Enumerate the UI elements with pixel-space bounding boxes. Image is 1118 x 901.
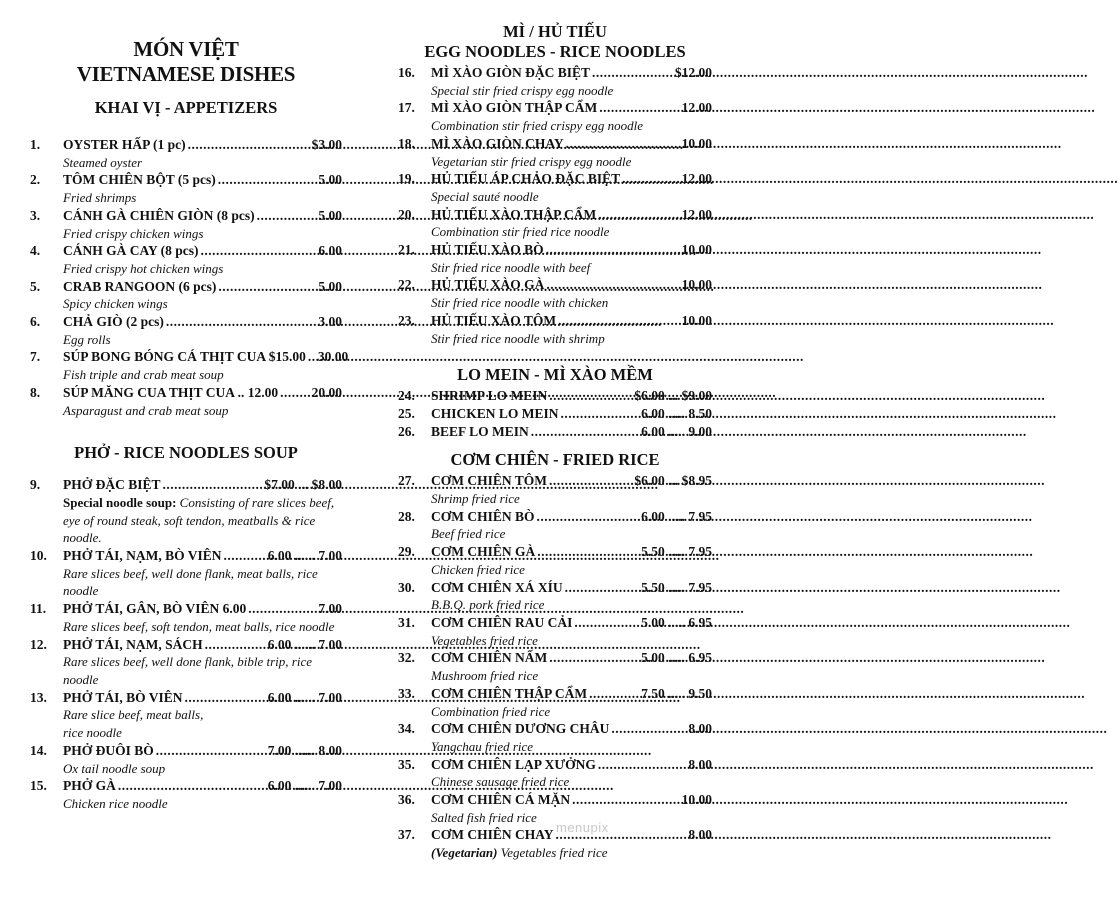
item-number: 17. xyxy=(398,100,415,116)
noodles-heading-vn: MÌ / HỦ TIẾU xyxy=(503,22,607,41)
appetizers-list xyxy=(30,136,349,419)
item-number: 25. xyxy=(398,405,415,421)
menu-item xyxy=(30,777,342,812)
item-price: 5.50 ..... 7.95 xyxy=(641,579,712,595)
item-number: 26. xyxy=(398,423,415,439)
leader-dots xyxy=(218,278,316,296)
leader-dots xyxy=(188,136,310,154)
leader-dots xyxy=(598,206,679,224)
leader-dots xyxy=(592,64,673,82)
leader-dots xyxy=(156,742,266,760)
item-name: HỦ TIẾU XÀO GÀ xyxy=(431,277,545,293)
leader-dots xyxy=(537,543,639,561)
item-description xyxy=(30,565,342,600)
item-number: 11. xyxy=(30,601,47,617)
item-description: Stir fried rice noodle with shrimp xyxy=(431,330,605,346)
item-description: Special sauté noodle xyxy=(431,188,539,204)
item-price: 5.00 ..... 6.95 xyxy=(641,650,712,666)
item-name: CƠM CHIÊN RAU CẢI xyxy=(431,614,573,630)
menu-item xyxy=(398,99,712,134)
item-name: BEEF LO MEIN xyxy=(431,423,529,439)
menu-item xyxy=(398,170,712,205)
item-name: OYSTER HẤP (1 pc) xyxy=(63,137,186,152)
item-description: Chicken rice noodle xyxy=(63,795,168,811)
item-number: 35. xyxy=(398,756,415,772)
leader-dots xyxy=(280,384,309,402)
item-price: 5.00 xyxy=(318,172,342,188)
item-description: Combination stir fried rice noodle xyxy=(431,224,610,240)
item-name: TÔM CHIÊN BỘT (5 pcs) xyxy=(63,172,216,188)
item-description: Chinese sausage fried rice xyxy=(431,774,570,790)
fried-rice-heading: CƠM CHIÊN - FRIED RICE xyxy=(450,450,660,470)
item-description: Salted fish fried rice xyxy=(431,809,537,825)
leader-dots xyxy=(574,614,639,632)
menu-item xyxy=(30,689,342,742)
lomein-heading: LO MEIN - MÌ XÀO MỀM xyxy=(457,365,653,385)
item-number: 16. xyxy=(398,65,415,80)
item-price: 7.50 ..... 9.50 xyxy=(641,685,712,701)
item-price: 6.00 xyxy=(318,243,342,259)
leader-dots xyxy=(572,791,680,809)
menu-item xyxy=(398,791,712,826)
item-name: CRAB RANGOON (6 pcs) xyxy=(63,278,217,294)
item-price: 30.00 xyxy=(317,349,349,365)
description-text: Consisting of rare slices beef, eye of round steak, soft tendon, meatballs & rice noodle. xyxy=(63,494,335,546)
leader-dots xyxy=(163,476,263,494)
item-description: Asparagust and crab meat soup xyxy=(63,402,229,418)
item-price: $12.00 xyxy=(674,65,712,80)
item-description: Stir fried rice noodle with chicken xyxy=(431,295,609,311)
menu-item xyxy=(30,242,342,277)
item-number: 34. xyxy=(398,721,415,737)
item-price: 6.00 ..... 8.50 xyxy=(641,405,712,421)
leader-dots xyxy=(589,685,639,703)
menu-title-en: VIETNAMESE DISHES xyxy=(76,62,296,86)
leader-dots xyxy=(622,170,679,188)
description-text: Vegetables fried rice xyxy=(500,845,608,861)
item-description: Combination stir fried crispy egg noodle xyxy=(431,118,643,134)
noodles-list xyxy=(398,64,712,347)
fried-rice-list xyxy=(398,472,712,861)
item-number: 31. xyxy=(398,614,415,630)
item-name: CƠM CHIÊN BÒ xyxy=(431,508,535,524)
left-column xyxy=(30,0,349,813)
item-price: $6.00 ... $8.95 xyxy=(634,473,712,489)
pho-list xyxy=(30,476,342,812)
item-description: Steamed oyster xyxy=(63,154,143,170)
leader-dots xyxy=(546,276,679,294)
leader-dots xyxy=(205,636,266,654)
item-description: Egg rolls xyxy=(63,331,111,347)
item-number: 15. xyxy=(30,778,47,794)
item-price: $7.00 ... $8.00 xyxy=(264,477,342,493)
leader-dots xyxy=(218,171,317,189)
description-lead: Special noodle soup: xyxy=(63,494,177,510)
item-description: Vegetables fried rice xyxy=(431,632,538,648)
item-name: HỦ TIẾU ÁP CHẢO ĐẶC BIỆT xyxy=(431,171,621,187)
menu-item xyxy=(30,600,342,635)
item-number: 13. xyxy=(30,689,47,705)
item-price: 5.50 ..... 7.95 xyxy=(641,544,712,560)
menu-item xyxy=(30,278,342,313)
item-number: 14. xyxy=(30,742,47,758)
appetizers-heading: KHAI VỊ - APPETIZERS xyxy=(94,98,278,117)
item-name: HỦ TIẾU XÀO THẬP CẨM xyxy=(431,206,597,222)
menu-item xyxy=(398,720,712,755)
item-price: 5.00 xyxy=(318,207,342,223)
item-description: Special stir fried crispy egg noodle xyxy=(431,82,614,98)
lomein-list xyxy=(398,387,712,440)
menu-item xyxy=(398,756,712,791)
leader-dots xyxy=(166,313,317,331)
right-column xyxy=(398,0,712,862)
item-price: 10.00 xyxy=(681,792,712,808)
item-name: PHỞ TÁI, NẠM, BÒ VIÊN xyxy=(63,548,222,564)
leader-dots xyxy=(611,720,686,738)
item-description: Fried shrimps xyxy=(63,190,137,206)
item-price: 8.00 xyxy=(688,827,712,843)
item-price: 10.00 xyxy=(681,242,712,258)
item-name: CƠM CHIÊN CHAY xyxy=(431,827,554,843)
item-description: B.B.Q. pork fried rice xyxy=(431,597,545,613)
leader-dots xyxy=(537,508,640,526)
item-name: CHẢ GIÒ (2 pcs) xyxy=(63,314,164,330)
menu-item xyxy=(30,476,342,547)
item-number: 2. xyxy=(30,172,41,188)
item-name: PHỞ GÀ xyxy=(63,778,116,794)
item-price: 10.00 xyxy=(681,135,712,151)
item-price: $3.00 xyxy=(311,137,342,152)
menu-item xyxy=(30,742,342,777)
item-number: 32. xyxy=(398,650,415,666)
item-price: 6.00 ..... 9.00 xyxy=(641,423,712,439)
leader-dots xyxy=(549,387,632,405)
item-description: Fried crispy chicken wings xyxy=(63,225,204,241)
item-price: 7.00 ...... 8.00 xyxy=(267,742,342,758)
item-description: Fried crispy hot chicken wings xyxy=(63,260,224,276)
item-number: 3. xyxy=(30,207,41,223)
item-price: 6.00 ...... 7.00 xyxy=(267,778,342,794)
item-description xyxy=(30,494,342,547)
item-number: 5. xyxy=(30,278,41,294)
menu-item xyxy=(398,387,712,405)
item-number: 9. xyxy=(30,477,41,493)
description-text: Rare slice beef, meat balls, rice noodle xyxy=(63,707,204,741)
item-price: 10.00 xyxy=(681,312,712,328)
watermark: menupix xyxy=(556,820,609,835)
item-name: MÌ XÀO GIÒN ĐẶC BIỆT xyxy=(431,65,591,80)
item-name: CƠM CHIÊN LẠP XƯỞNG xyxy=(431,756,596,772)
item-description: Fish triple and crab meat soup xyxy=(63,367,224,383)
item-price: 7.00 xyxy=(318,601,342,617)
item-number: 21. xyxy=(398,242,415,258)
leader-dots xyxy=(599,99,679,117)
item-price: 12.00 xyxy=(681,100,712,116)
description-text: Rare slices beef, well done flank, meat balls, rice noodle xyxy=(63,565,318,599)
item-name: CƠM CHIÊN TÔM xyxy=(431,473,548,489)
item-price: 12.00 xyxy=(681,206,712,222)
item-name: CÁNH GÀ CAY (8 pcs) xyxy=(63,243,199,259)
item-price: 10.00 xyxy=(681,277,712,293)
leader-dots xyxy=(598,756,687,774)
item-name: CƠM CHIÊN THẬP CẨM xyxy=(431,685,588,701)
item-price: 6.00 ..... 7.95 xyxy=(641,508,712,524)
item-price: 20.00 xyxy=(311,384,342,400)
menu-item xyxy=(30,636,342,689)
pho-heading: PHỞ - RICE NOODLES SOUP xyxy=(74,443,298,463)
item-name: SHRIMP LO MEIN xyxy=(431,388,548,404)
item-description: Ox tail noodle soup xyxy=(63,760,166,776)
menu-item xyxy=(398,579,712,614)
description-text: Rare slices beef, well done flank, bible trip, rice noodle xyxy=(63,654,312,687)
item-description xyxy=(398,844,712,862)
menu-item xyxy=(398,649,712,684)
menu-item xyxy=(30,348,349,383)
item-name: CƠM CHIÊN XÁ XÍU xyxy=(431,579,563,595)
item-number: 12. xyxy=(30,636,47,652)
item-number: 22. xyxy=(398,277,415,293)
item-name: CƠM CHIÊN GÀ xyxy=(431,544,536,560)
item-price: 5.00 ..... 6.95 xyxy=(641,614,712,630)
item-description: Mushroom fried rice xyxy=(431,668,539,684)
item-number: 10. xyxy=(30,548,47,564)
leader-dots xyxy=(549,472,632,490)
menu-item xyxy=(30,207,342,242)
menu-item xyxy=(398,614,712,649)
leader-dots xyxy=(118,777,266,795)
item-name: CƠM CHIÊN CÁ MẶN xyxy=(431,792,571,808)
menu-item xyxy=(398,472,712,507)
item-description: Combination fried rice xyxy=(431,703,551,719)
item-number: 20. xyxy=(398,206,415,222)
item-number: 30. xyxy=(398,579,415,595)
item-description: Beef fried rice xyxy=(431,526,506,542)
menu-item xyxy=(398,206,712,241)
item-description: Chicken fried rice xyxy=(431,561,525,577)
item-price: 8.00 xyxy=(688,721,712,737)
item-price: 8.00 xyxy=(688,756,712,772)
leader-dots xyxy=(531,423,639,441)
item-name: CÁNH GÀ CHIÊN GIÒN (8 pcs) xyxy=(63,207,255,223)
noodles-heading-en: EGG NOODLES - RICE NOODLES xyxy=(424,42,686,61)
description-text: Rare slices beef, soft tendon, meat balls, rice noodle xyxy=(63,618,335,634)
item-number: 36. xyxy=(398,792,415,808)
item-name: HỦ TIẾU XÀO TÔM xyxy=(431,312,557,328)
item-description xyxy=(30,618,342,636)
item-number: 7. xyxy=(30,349,41,365)
menu-item xyxy=(30,313,342,348)
item-name: CƠM CHIÊN DƯƠNG CHÂU xyxy=(431,721,610,737)
menu-item xyxy=(398,241,712,276)
leader-dots xyxy=(558,312,679,330)
item-name: HỦ TIẾU XÀO BÒ xyxy=(431,242,544,258)
menu-item xyxy=(398,405,712,423)
item-number: 33. xyxy=(398,685,415,701)
item-name: CƠM CHIÊN NẤM xyxy=(431,650,548,666)
item-number: 28. xyxy=(398,508,415,524)
description-lead: (Vegetarian) xyxy=(431,845,498,861)
leader-dots xyxy=(248,600,316,618)
item-number: 24. xyxy=(398,388,415,404)
item-number: 19. xyxy=(398,171,415,187)
leader-dots xyxy=(308,348,316,366)
item-price: 6.00 ...... 7.00 xyxy=(267,689,342,705)
leader-dots xyxy=(257,207,317,225)
item-name: PHỞ TÁI, GÂN, BÒ VIÊN 6.00 xyxy=(63,601,247,617)
item-number: 29. xyxy=(398,544,415,560)
menu-item xyxy=(30,384,342,419)
item-price: 12.00 xyxy=(681,171,712,187)
item-number: 8. xyxy=(30,384,41,400)
item-number: 18. xyxy=(398,135,415,151)
menu-item xyxy=(398,64,712,99)
leader-dots xyxy=(224,547,266,565)
item-description xyxy=(30,653,342,688)
item-name: MÌ XÀO GIÒN CHAY xyxy=(431,135,564,151)
item-description xyxy=(30,706,213,741)
menu-item xyxy=(30,547,342,600)
item-name: SÚP MĂNG CUA THỊT CUA .. 12.00 xyxy=(63,384,279,400)
menu-item xyxy=(398,826,712,861)
item-description: Spicy chicken wings xyxy=(63,296,168,312)
leader-dots xyxy=(561,405,640,423)
item-price: 6.00 ...... 7.00 xyxy=(267,548,342,564)
item-description: Yangchau fried rice xyxy=(431,738,534,754)
item-price: 5.00 xyxy=(318,278,342,294)
item-name: PHỞ ĐẶC BIỆT xyxy=(63,477,161,493)
item-price: 6.00 ...... 7.00 xyxy=(267,636,342,652)
menu-title-vn: MÓN VIỆT xyxy=(133,37,239,61)
leader-dots xyxy=(565,579,640,597)
leader-dots xyxy=(185,689,266,707)
menu-item xyxy=(398,543,712,578)
menu-item xyxy=(398,508,712,543)
item-number: 1. xyxy=(30,137,41,152)
item-name: PHỞ ĐUÔI BÒ xyxy=(63,742,154,758)
leader-dots xyxy=(566,135,680,153)
menu-item xyxy=(398,276,712,311)
item-number: 27. xyxy=(398,473,415,489)
item-description: Stir fried rice noodle with beef xyxy=(431,259,591,275)
item-name: PHỞ TÁI, NẠM, SÁCH xyxy=(63,636,203,652)
leader-dots xyxy=(546,241,680,259)
leader-dots xyxy=(201,242,317,260)
item-name: PHỞ TÁI, BÒ VIÊN xyxy=(63,689,183,705)
menu-item xyxy=(30,136,342,171)
menu-item xyxy=(398,685,712,720)
item-number: 6. xyxy=(30,314,41,330)
item-number: 37. xyxy=(398,827,415,843)
leader-dots xyxy=(549,649,639,667)
item-number: 23. xyxy=(398,312,415,328)
menu-item xyxy=(30,171,342,206)
menu-item xyxy=(398,135,712,170)
item-price: $6.00 ... $9.00 xyxy=(634,388,712,404)
item-name: SÚP BONG BÓNG CÁ THỊT CUA $15.00 xyxy=(63,349,306,365)
item-name: CHICKEN LO MEIN xyxy=(431,405,559,421)
item-description: Vegetarian stir fried crispy egg noodle xyxy=(431,153,632,169)
item-price: 3.00 xyxy=(318,314,342,330)
item-description: Shrimp fried rice xyxy=(431,491,520,507)
item-number: 4. xyxy=(30,243,41,259)
menu-item xyxy=(398,423,712,441)
item-name: MÌ XÀO GIÒN THẬP CẨM xyxy=(431,100,598,116)
menu-item xyxy=(398,312,712,347)
